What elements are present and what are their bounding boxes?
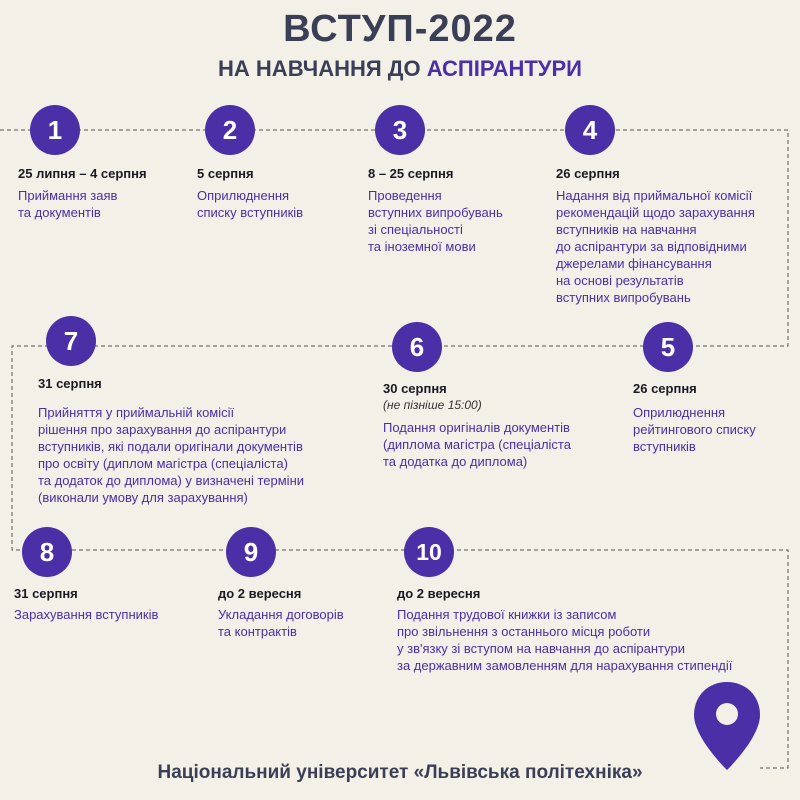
step-9-number: 9: [226, 527, 276, 577]
step-3-description: Проведення вступних випробувань зі спеціальності та іноземної мови: [368, 188, 503, 254]
step-8-date: 31 серпня: [14, 586, 78, 601]
step-7-number: 7: [46, 316, 96, 366]
page-title: ВСТУП-2022: [283, 8, 517, 50]
step-4-number: 4: [565, 105, 615, 155]
step-6-date: 30 серпня: [383, 381, 447, 396]
step-6-description: Подання оригіналів документів (диплома магістра (спеціаліста та додатка до диплома): [383, 420, 571, 469]
step-5-date: 26 серпня: [633, 381, 697, 396]
step-4-date: 26 серпня: [556, 166, 620, 181]
step-3-date: 8 – 25 серпня: [368, 166, 454, 181]
step-5-description: Оприлюднення рейтингового списку вступників: [633, 405, 756, 454]
step-10-number: 10: [404, 527, 454, 577]
step-7-description: Прийняття у приймальній комісії рішення про зарахування до аспірантури вступників, які подали оригінали документів про освіту (диплом магістра (спеціаліста) та додаток до диплома) у визначені терміни (виконали умову для зарахування): [38, 405, 305, 505]
step-2-date: 5 серпня: [197, 166, 254, 181]
step-1-date: 25 липня – 4 серпня: [18, 166, 147, 181]
step-2-number: 2: [205, 105, 255, 155]
location-pin-icon: [692, 680, 762, 772]
subtitle-prefix: НА НАВЧАННЯ ДО: [218, 56, 427, 81]
step-9-description: Укладання договорів та контрактів: [218, 607, 344, 639]
step-5-number: 5: [643, 322, 693, 372]
step-7-date: 31 серпня: [38, 376, 102, 391]
step-9-date: до 2 вересня: [218, 586, 302, 601]
step-6-deadline-note: (не пізніше 15:00): [383, 398, 482, 412]
step-2-description: Оприлюднення списку вступників: [197, 188, 304, 220]
subtitle-accent: АСПІРАНТУРИ: [426, 56, 582, 81]
step-8-number: 8: [22, 527, 72, 577]
step-1-number: 1: [30, 105, 80, 155]
step-10-date: до 2 вересня: [397, 586, 481, 601]
step-8-description: Зарахування вступників: [14, 607, 159, 622]
step-10-description: Подання трудової книжки із записом про звільнення з останнього місця роботи у зв'язку зі вступом на навчання до аспірантури за державним замовленням для нарахування стипендії: [397, 607, 733, 673]
footer-university-name: Національний університет «Львівська політехніка»: [157, 762, 643, 783]
step-4-description: Надання від приймальної комісії рекомендацій щодо зарахування вступників на навчання до аспірантури за відповідними джерелами фінансування на основі результатів вступних випробувань: [556, 188, 755, 305]
step-6-number: 6: [392, 322, 442, 372]
step-3-number: 3: [375, 105, 425, 155]
step-1-description: Приймання заяв та документів: [18, 188, 118, 220]
